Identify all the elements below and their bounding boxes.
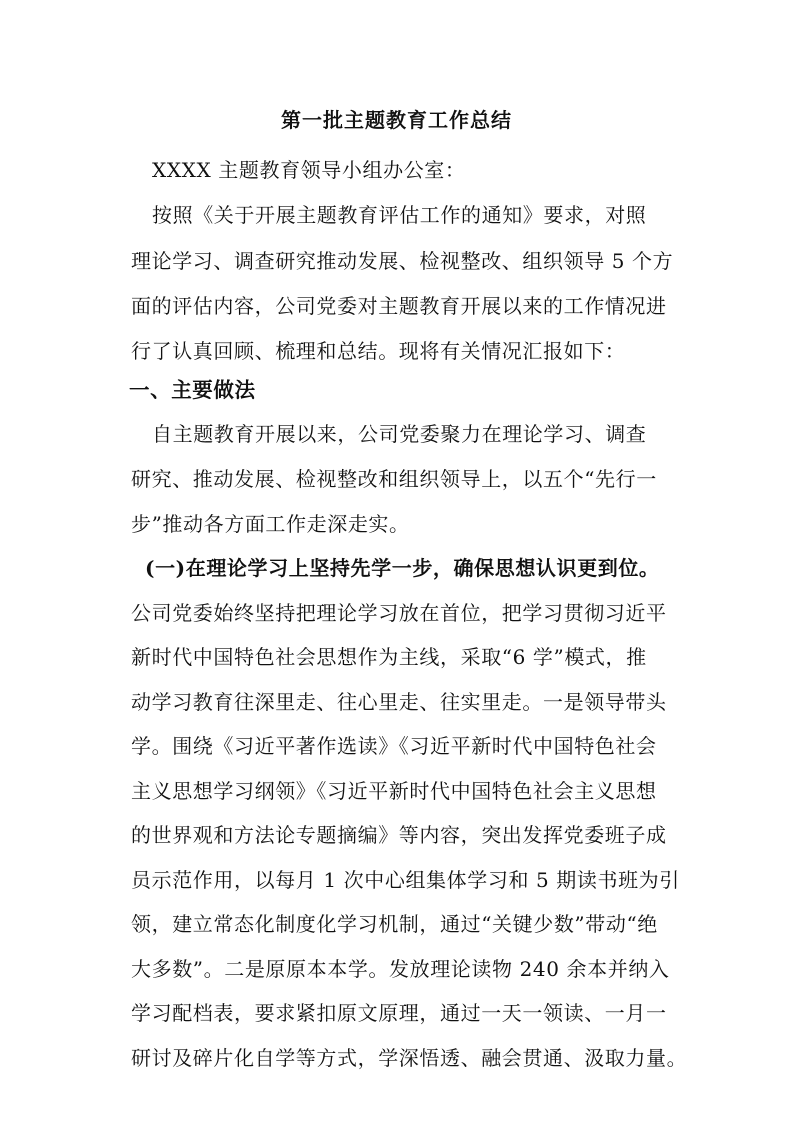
addressee-line: XXXX 主题教育领导小组办公室： <box>152 158 466 182</box>
paragraph-line: 新时代中国特色社会思想作为主线，采取“6 学”模式，推 <box>131 645 647 669</box>
paragraph-line: 行了认真回顾、梳理和总结。现将有关情况汇报如下： <box>131 339 626 363</box>
paragraph-line: 研讨及碎片化自学等方式，学深悟透、融会贯通、汲取力量。 <box>131 1046 688 1070</box>
paragraph-line: 自主题教育开展以来，公司党委聚力在理论学习、调查 <box>152 422 647 446</box>
paragraph-line: 领，建立常态化制度化学习机制，通过“关键少数”带动“绝 <box>131 912 658 936</box>
paragraph-line: 面的评估内容，公司党委对主题教育开展以来的工作情况进 <box>131 294 667 318</box>
paragraph-line: 主义思想学习纲领》《习近平新时代中国特色社会主义思想 <box>131 779 657 803</box>
paragraph-line: 公司党委始终坚持把理论学习放在首位，把学习贯彻习近平 <box>131 601 667 625</box>
paragraph-line: 步”推动各方面工作走深走实。 <box>131 512 410 536</box>
paragraph-line: 的世界观和方法论专题摘编》等内容，突出发挥党委班子成 <box>131 823 667 847</box>
paragraph-line: 动学习教育往深里走、往心里走、往实里走。一是领导带头 <box>131 690 667 714</box>
paragraph-line: 员示范作用，以每月 1 次中心组集体学习和 5 期读书班为引 <box>131 868 680 892</box>
document-title: 第一批主题教育工作总结 <box>281 108 512 132</box>
paragraph-line: 理论学习、调查研究推动发展、检视整改、组织领导 5 个方 <box>131 249 674 273</box>
paragraph-line: 按照《关于开展主题教育评估工作的通知》要求，对照 <box>152 203 647 227</box>
section-heading: 一、主要做法 <box>129 378 256 402</box>
paragraph-line: 大多数”。二是原原本本学。发放理论读物 240 余本并纳入 <box>131 957 670 981</box>
paragraph-line: 学习配档表，要求紧扣原文原理，通过一天一领读、一月一 <box>131 1001 667 1025</box>
paragraph-line: 学。围绕《习近平著作选读》《习近平新时代中国特色社会 <box>131 734 657 758</box>
paragraph-line: 研究、推动发展、检视整改和组织领导上，以五个“先行一 <box>131 467 657 491</box>
subsection-heading: (一)在理论学习上坚持先学一步，确保思想认识更到位。 <box>145 556 660 580</box>
